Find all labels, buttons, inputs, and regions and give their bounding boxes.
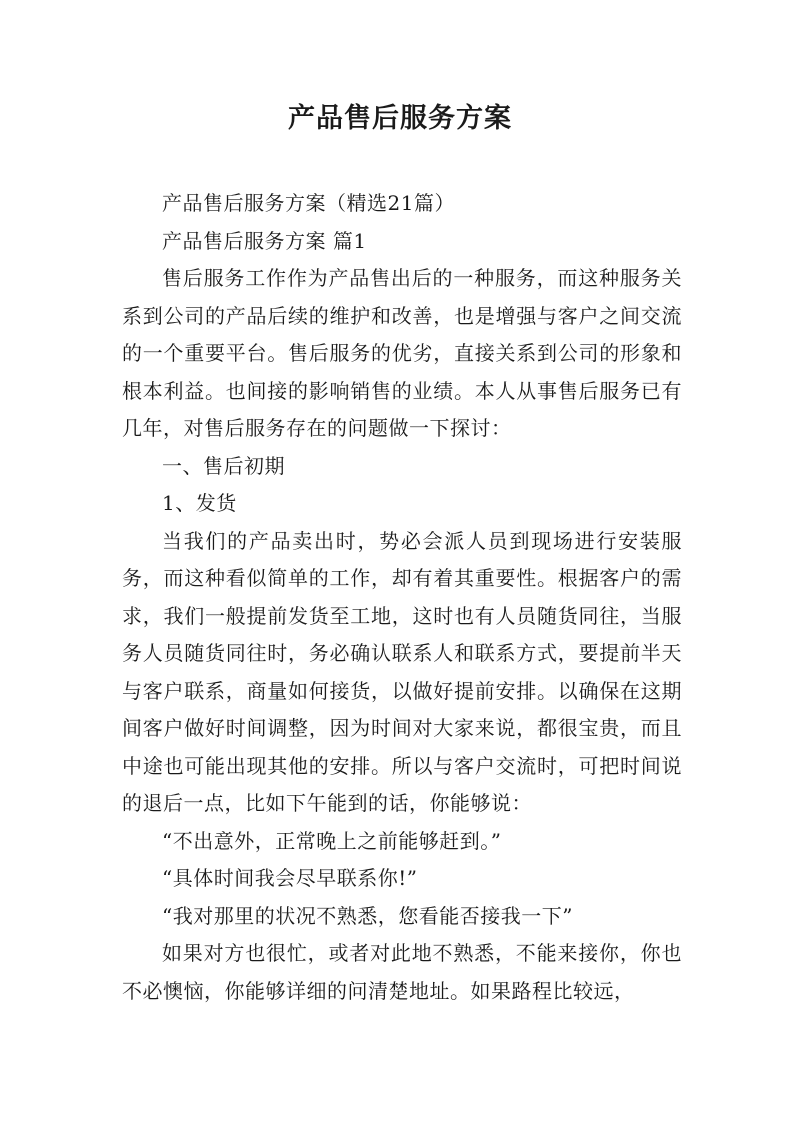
paragraph-quote: “具体时间我会尽早联系你!” — [162, 866, 418, 890]
paragraph-heading-1: 一、售后初期 — [162, 453, 285, 478]
paragraph: 当我们的产品卖出时，势必会派人员到现场进行安装服务，而这种看似简单的工作，却有着其重要性。根据客户的需求，我们一般提前发货至工地，这时也有人员随货同往，当服务人员随货同往时，务必确认联系人和联系方式，要提前半天与客户联系，商量如何接货，以做好提前安排。以确保在这期间客户做好时间调整，因为时间对大家来说，都很宝贵，而且中途也可能出现其他的安排。所以与客户交流时，可把时间说的退后一点，比如下午能到的话，你能够说： — [122, 528, 682, 815]
document-title: 产品售后服务方案 — [288, 103, 512, 134]
paragraph-subtitle: 产品售后服务方案（精选21篇） — [162, 191, 455, 215]
paragraph: 售后服务工作作为产品售出后的一种服务，而这种服务关系到公司的产品后续的维护和改善，也是增强与客户之间交流的一个重要平台。售后服务的优劣，直接关系到公司的形象和根本利益。也间接的影响销售的业绩。本人从事售后服务已有几年，对售后服务存在的问题做一下探讨： — [122, 266, 682, 440]
paragraph-quote: “我对那里的状况不熟悉，您看能否接我一下” — [162, 903, 573, 928]
paragraph-heading-1-1: 1、发货 — [162, 491, 237, 515]
paragraph-section-heading: 产品售后服务方案 篇1 — [162, 228, 367, 253]
document-body — [122, 185, 682, 1010]
paragraph-quote: “不出意外，正常晚上之前能够赶到。” — [162, 828, 502, 853]
paragraph: 如果对方也很忙，或者对此地不熟悉，不能来接你，你也不必懊恼，你能够详细的问清楚地址。如果路程比较远， — [122, 941, 682, 1003]
